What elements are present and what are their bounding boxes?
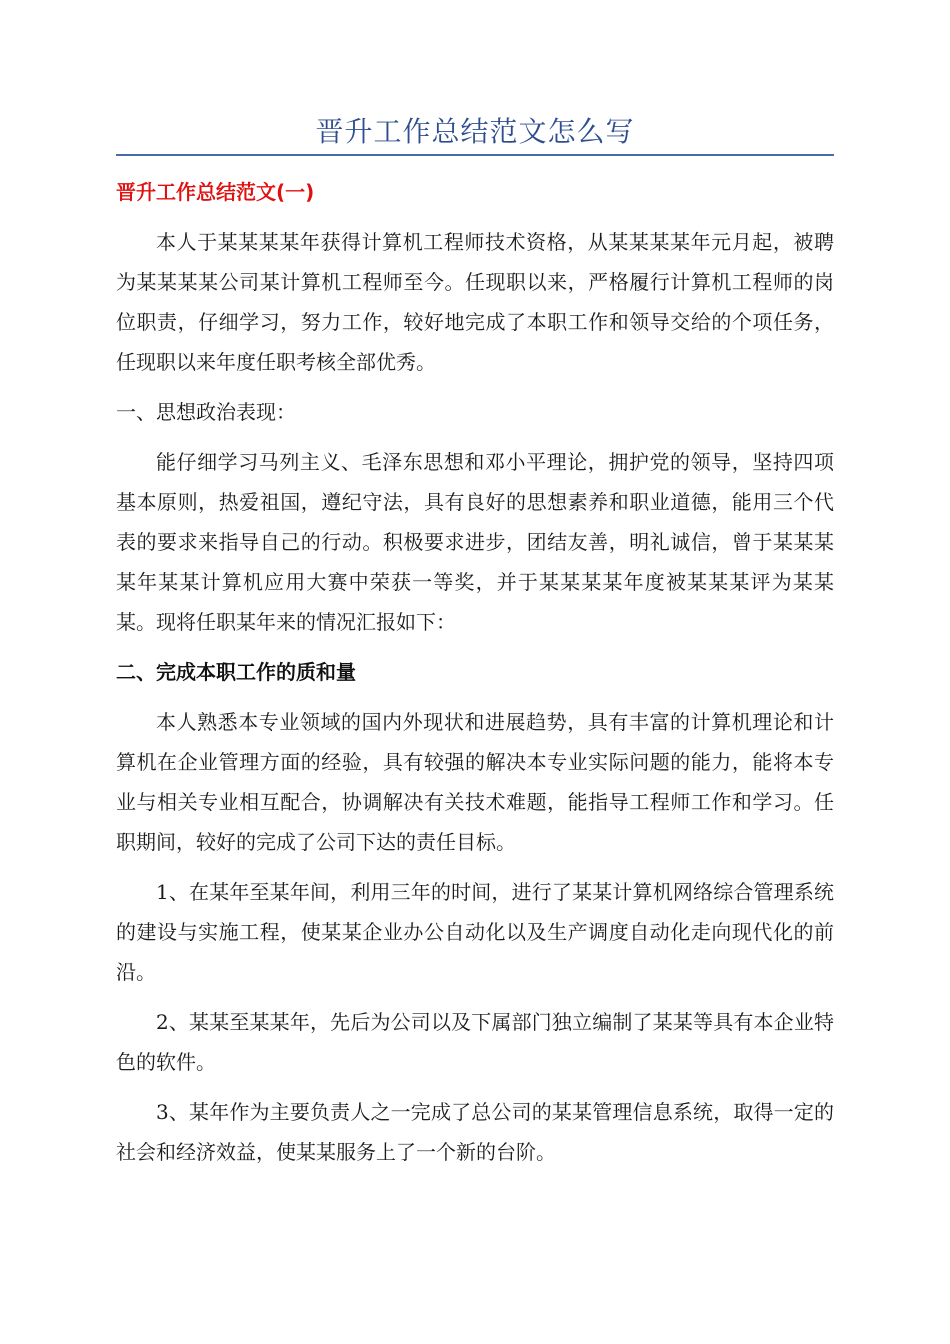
paragraph-work: 本人熟悉本专业领域的国内外现状和进展趋势，具有丰富的计算机理论和计算机在企业管理方面的经验，具有较强的解决本专业实际问题的能力，能将本专业与相关专业相互配合，协调解决有关技术难题，能指导工程师工作和学习。任职期间，较好的完成了公司下达的责任目标。 (116, 710, 834, 854)
paragraph-item-1: 1、在某年至某年间，利用三年的时间，进行了某某计算机网络综合管理系统的建设与实施工程，使某某企业办公自动化以及生产调度自动化走向现代化的前沿。 (116, 880, 834, 984)
paragraph-item-3: 3、某年作为主要负责人之一完成了总公司的某某管理信息系统，取得一定的社会和经济效益，使某某服务上了一个新的台阶。 (116, 1100, 834, 1164)
paragraph-item-2: 2、某某至某某年，先后为公司以及下属部门独立编制了某某等具有本企业特色的软件。 (116, 1010, 834, 1074)
paragraph-intro: 本人于某某某某年获得计算机工程师技术资格，从某某某某年元月起，被聘为某某某某公司某计算机工程师至今。任现职以来，严格履行计算机工程师的岗位职责，仔细学习，努力工作，较好地完成了本职工作和领导交给的个项任务，任现职以来年度任职考核全部优秀。 (116, 230, 834, 374)
document-body (116, 172, 834, 1182)
heading-work: 二、完成本职工作的质和量 (116, 660, 356, 684)
paragraph-politics: 能仔细学习马列主义、毛泽东思想和邓小平理论，拥护党的领导，坚持四项基本原则，热爱祖国，遵纪守法，具有良好的思想素养和职业道德，能用三个代表的要求来指导自己的行动。积极要求进步，团结友善，明礼诚信，曾于某某某某年某某计算机应用大赛中荣获一等奖，并于某某某某年度被某某某评为某某某。现将任职某年来的情况汇报如下： (116, 450, 834, 634)
heading-politics: 一、思想政治表现： (116, 400, 296, 424)
title-underline (116, 154, 834, 156)
section-title-1: 晋升工作总结范文(一) (116, 180, 315, 204)
document-title: 晋升工作总结范文怎么写 (315, 115, 635, 148)
